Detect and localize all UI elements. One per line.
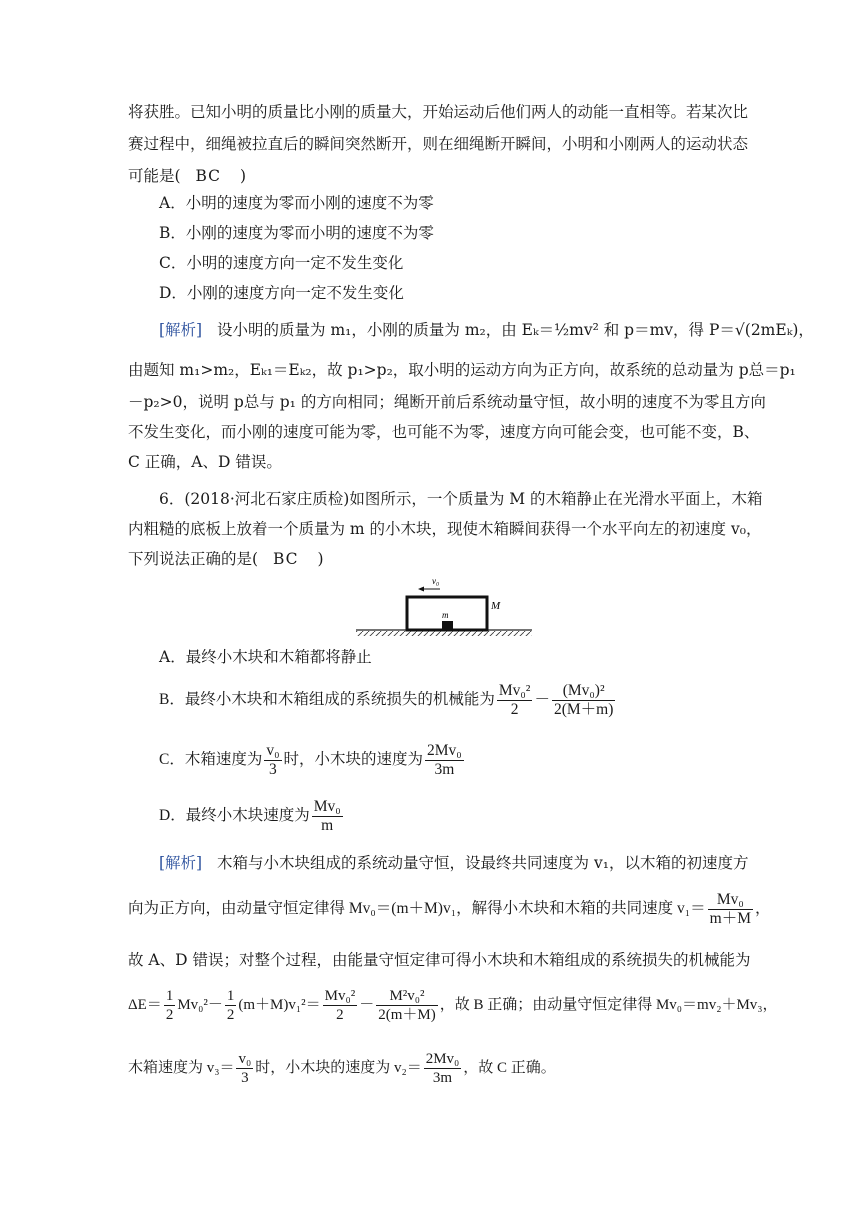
fraction (312, 798, 343, 835)
numerator: Mv₀ (313, 798, 341, 815)
fraction (236, 1050, 253, 1087)
numerator: M²v₀² (376, 987, 438, 1006)
q6-stem-suffix: ) (317, 550, 324, 568)
q5-analysis-line-5: C 正确，A、D 错误。 (128, 453, 282, 471)
minus-sign: － (359, 996, 375, 1013)
q6-option-d (159, 798, 345, 835)
denominator: m (321, 817, 334, 834)
numerator: Mv₀² (324, 988, 356, 1004)
analysis-label: [解析] (159, 854, 203, 872)
q5-analysis-line-4: 不发生变化，而小刚的速度可能为零，也可能不为零，速度方向可能会变，也可能不变，B、 (128, 423, 760, 441)
numerator: v₀ (266, 742, 280, 759)
expr-part: ，故 B 正确；由动量守恒定律得 Mv₀＝mv₂＋Mv₃， (439, 996, 778, 1013)
q6-option-a: A．最终小木块和木箱都将静止 (159, 648, 372, 666)
numerator: v₀ (238, 1051, 252, 1067)
q6-option-c (159, 742, 466, 779)
expr-part: 时，小木块的速度为 v₂＝ (255, 1059, 422, 1076)
q6-stem-line-3 (128, 549, 324, 569)
q5-stem-suffix: ) (239, 167, 247, 185)
expr-part: 木箱速度为 v₃＝ (128, 1059, 235, 1076)
denominator: 2(m＋M) (378, 1007, 436, 1023)
delta-e: ΔE＝ (128, 996, 162, 1013)
q5-option-c: C．小明的速度方向一定不发生变化 (159, 254, 404, 272)
ground-hatching (356, 631, 532, 636)
numerator: 2Mv₀ (427, 742, 462, 759)
q6-analysis-line-3: 故 A、D 错误；对整个过程，由能量守恒定律可得小木块和木箱组成的系统损失的机械能为 (128, 951, 751, 969)
denominator: m＋M (709, 910, 752, 927)
small-block (442, 621, 453, 629)
q5-option-b: B．小刚的速度为零而小明的速度不为零 (159, 224, 434, 242)
q6-option-c-text-2: 时，小木块的速度为 (283, 751, 424, 769)
denominator: 3m (434, 761, 455, 778)
q5-analysis-line-3: －p₂>0，说明 p总与 p₁ 的方向相同；绳断开前后系统动量守恒，故小明的速度不为零且方向 (128, 393, 766, 411)
q6-analysis-line-5 (128, 1050, 556, 1087)
numerator: (Mv₀)² (552, 682, 615, 701)
box-diagram (356, 572, 536, 638)
box-mass-label: M (491, 600, 501, 612)
denominator: 2 (226, 1007, 235, 1023)
fraction (497, 682, 533, 719)
block-mass-label: m (442, 610, 449, 620)
q5-option-a: A．小明的速度为零而小刚的速度不为零 (159, 194, 434, 212)
velocity-arrow-head (418, 587, 424, 592)
fraction (552, 682, 615, 719)
fraction (225, 987, 237, 1024)
q5-stem-line-1: 将获胜。已知小明的质量比小刚的质量大，开始运动后他们两人的动能一直相等。若某次比 (128, 103, 749, 121)
numerator: 1 (226, 988, 235, 1004)
q5-answer: BC (195, 167, 222, 185)
q5-analysis-line-2: 由题知 m₁>m₂，Eₖ₁＝Eₖ₂，故 p₁>p₂，取小明的运动方向为正方向，故系统的总动量为 p总＝p₁ (128, 361, 796, 379)
q6-analysis-line-2 (128, 891, 771, 928)
q5-stem-line-2: 赛过程中，细绳被拉直后的瞬间突然断开，则在细绳断开瞬间，小明和小刚两人的运动状态 (128, 135, 749, 153)
q5-option-d: D．小刚的速度方向一定不发生变化 (159, 284, 404, 302)
q6-analysis-line-4 (128, 987, 778, 1024)
denominator: 2 (510, 701, 519, 718)
expr-part: (m＋M)v₁²＝ (238, 996, 321, 1013)
denominator: 2(M＋m) (553, 701, 614, 718)
q6-option-b-text: B．最终小木块和木箱组成的系统损失的机械能为 (159, 691, 495, 709)
q6-option-d-text: D．最终小木块速度为 (159, 807, 310, 825)
q5-stem-line-3 (128, 166, 246, 186)
q5-analysis-text-1: 设小明的质量为 m₁，小刚的质量为 m₂，由 Eₖ＝½mv² 和 p＝mv，得 P＝√(2mEₖ)， (217, 321, 814, 339)
fraction (323, 987, 358, 1024)
q5-analysis-line-1 (159, 320, 814, 340)
fraction (424, 1050, 462, 1087)
fraction (376, 987, 438, 1024)
q5-stem-prefix: 可能是( (128, 167, 181, 185)
q6-analysis-line-1 (159, 853, 748, 873)
denominator: 3 (241, 1070, 249, 1086)
q6-stem-line-2: 内粗糙的底板上放着一个质量为 m 的小木块，现使木箱瞬间获得一个水平向左的初速度 v₀， (128, 520, 762, 538)
q6-answer: BC (273, 550, 299, 568)
velocity-label: v₀ (432, 576, 440, 586)
denominator: 2 (165, 1007, 174, 1023)
analysis-label: [解析] (159, 321, 203, 339)
q6-analysis-text-1: 木箱与小木块组成的系统动量守恒，设最终共同速度为 v₁，以木箱的初速度方 (217, 854, 749, 872)
numerator: Mv₀ (708, 891, 753, 910)
q6-option-b (159, 682, 617, 719)
numerator: 2Mv₀ (425, 1051, 460, 1067)
denominator: 2 (336, 1007, 344, 1023)
q6-stem-line-1: 6．(2018·河北石家庄质检)如图所示，一个质量为 M 的木箱静止在光滑水平面上，木箱 (159, 490, 763, 508)
numerator: Mv₀² (498, 682, 531, 699)
comma: ， (755, 900, 771, 918)
denominator: 3m (432, 1070, 453, 1086)
q6-option-c-text-1: C．木箱速度为 (159, 751, 263, 769)
numerator: 1 (165, 988, 174, 1004)
fraction (164, 987, 176, 1024)
fraction (708, 891, 753, 928)
expr-part: ，故 C 正确。 (463, 1059, 556, 1076)
q6-analysis-text-2: 向为正方向，由动量守恒定律得 Mv₀＝(m＋M)v₁，解得小木块和木箱的共同速度 v₁＝ (128, 900, 706, 918)
fraction (425, 742, 464, 779)
denominator: 3 (269, 761, 277, 778)
expr-part: Mv₀²－ (177, 996, 223, 1013)
minus-sign: － (534, 691, 550, 709)
fraction (264, 742, 281, 779)
q6-stem-prefix: 下列说法正确的是( (128, 550, 259, 568)
